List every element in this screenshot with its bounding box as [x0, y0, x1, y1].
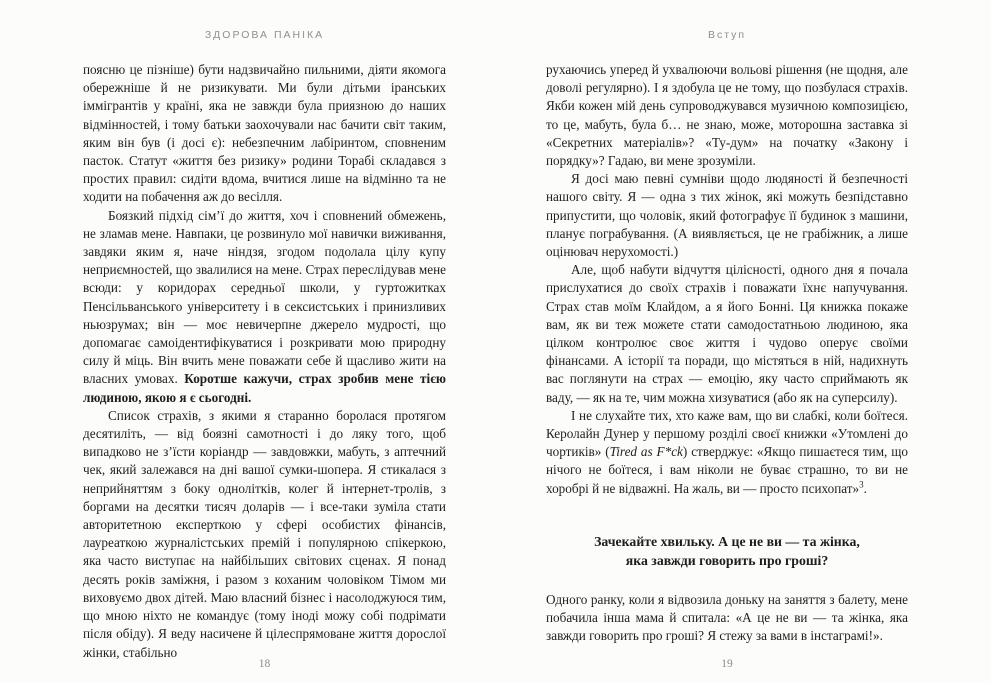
text-run: 3: [859, 479, 864, 490]
page-number-left: 18: [258, 658, 271, 670]
paragraph: [546, 261, 908, 407]
left-page: [83, 0, 446, 683]
right-page: [546, 0, 908, 683]
text-run: І не слухайте тих, хто каже вам, що ви слабкі, коли боїтеся. Керолайн Дунер у першому розділі своєї книжки «Утомлені до чортиків» (: [546, 407, 908, 460]
text-run: поясню це пізніше) бути надзвичайно пильними, діяти якомога обережніше й не ризикувати. Ми були дітьми іранських іммігрантів у країні, яка не завжди була приязною до наших відмінностей, і тому батьки заохочували нас бачити світ таким, яким він був (і досі є): небезпечним лабіринтом, сповненим пасток. Статут «життя без ризику» родини Торабі складався з простих правил: сидіти вдома, вчитися лише на відмінно та не ходити на побачення аж до весілля.: [83, 62, 446, 205]
text-run: .: [863, 480, 867, 496]
right-page-text: [546, 61, 908, 645]
text-run: Список страхів, з якими я старанно боролася протягом десятиліть, — від боязні самотності і до ляку того, щоб випадково не з’їсти коріандр — завдовжки, мабуть, з аптечний чек, який залежався на дні вашої сумки-шопера. Я стикалася з неприйняттям з боку однолітків, колег й інтернет-тролів, з боргами на десятки тисяч доларів — і все-таки зуміла стати авторитетною експерткою у сфері особистих фінансів, лауреаткою журналістських премій і популярною спікеркою, яка часто виступає на найбільших світових сценах. Я понад десять років заміжня, і разом з коханим чоловіком Тімом ми виховуємо двох дітей. Маю власний бізнес і насолоджуюся тим, що мною ніхто не командує (тому іноді можу собі подрімати після обіду). Я веду насичене й цілеспрямоване життя дорослої жінки, стабільно: [83, 407, 446, 660]
running-head-left: ЗДОРОВА ПАНІКА: [204, 29, 325, 41]
text-run: Я досі маю певні сумніви щодо людяності й безпечності нашого світу. Я — одна з тих жінок, які можуть безпідставно припустити, що чоловік, який фотографує її будинок з машини, планує пограбування. (А виявляється, це не грабіжник, а лише оцінювач нерухомості.): [546, 171, 908, 260]
left-page-text: [83, 61, 446, 662]
paragraph: [546, 591, 908, 646]
paragraph: [546, 170, 908, 261]
paragraph: [83, 207, 446, 407]
running-head-right: Вступ: [707, 29, 747, 41]
section-heading: Зачекайте хвильку. А це не ви — та жінка, яка завжди говорить про гроші?: [594, 533, 860, 568]
paragraph: [546, 61, 908, 170]
paragraph: [83, 407, 446, 662]
text-run: рухаючись уперед й ухвалюючи вольові рішення (не щодня, але доволі регулярно). І я здобула це не тому, що позбулася страхів. Якби кожен мій день супроводжувався музичною композицією, то це, мабуть, була б… не знаю, може, моторошна заставка зі «Секретних матеріалів»? «Ту-дум» на початку «Закону і порядку»? Гадаю, ви мене зрозуміли.: [546, 62, 908, 169]
text-run: Одного ранку, коли я відвозила доньку на заняття з балету, мене побачила інша мама й спитала: «А це не ви — та жінка, яка завжди говорить про гроші? Я стежу за вами в інстаграмі!».: [546, 591, 908, 644]
text-run: ) стверджує: «Якщо пишаєтеся тим, що нічого не боїтеся, і вам ніколи не буває страшно, то ви не хоробрі й не відважні. На жаль, ви — просто психопат»: [546, 444, 908, 496]
paragraph: [83, 61, 446, 207]
paragraph: [546, 407, 908, 498]
text-run: Боязкий підхід сім’ї до життя, хоч і сповнений обмежень, не зламав мене. Навпаки, це розвинуло мої навички виживання, завдяки яким я, наче ніндзя, згодом подолала цілу купу неприємностей, що звалилися на мене. Страх переслідував мене всюди: у коридорах середньої школи, у гуртожитках Пенсільванського університету і в сексистських і принизливих ньюзрумах; він — моє невичерпне джерело мудрості, що допомагає самоідентифікуватися і розкривати мою природну силу й міць. Він вчить мене поважати себе й щасливо жити на власних умовах.: [83, 207, 446, 387]
text-run: Tired as F*ck: [609, 444, 683, 460]
page-number-right: 19: [721, 658, 733, 670]
text-run: Коротше кажучи, страх зробив мене тією людиною, якою я є сьогодні.: [83, 371, 446, 405]
text-run: Але, щоб набути відчуття цілісності, одного дня я почала прислухатися до своїх страхів і поважати їхнє напучування. Страх став моїм Клайдом, а я його Бонні. Ця книжка покаже вам, як ви теж можете стати самодостатньою людиною, яка цілком контролює своє життя і чудово оперує своїми фінансами. А історії та поради, що містяться в ній, надихнуть вас поглянути на страх — емоцію, яку часто сприймають як ваду, — як на те, чим можна хизуватися (або як на суперсилу).: [546, 262, 908, 405]
